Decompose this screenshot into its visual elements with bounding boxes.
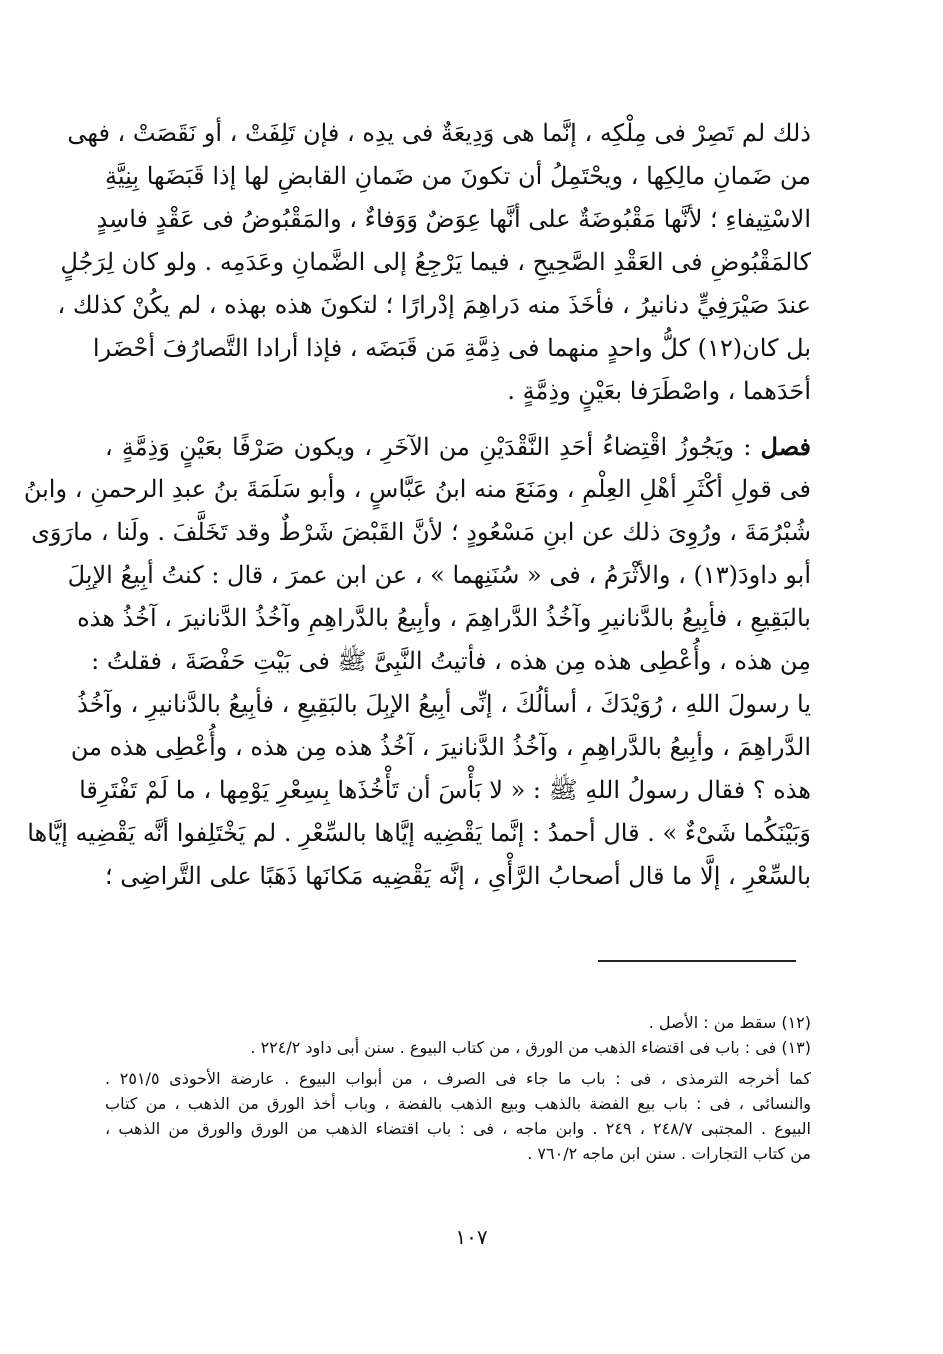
text-line: بل كان(١٢) كلُّ واحدٍ منهما فى ذِمَّةِ مَن قَبَضَه ، فإذا أرادا التَّصارُفَ أحْضَرا — [92, 334, 811, 362]
section-heading-word: فصل — [760, 432, 811, 461]
text-line: بالبَقِيعِ ، فأبِيعُ بالدَّنانيرِ وآخُذُ الدَّراهِمَ ، وأبِيعُ بالدَّراهِمِ وآخُذُ الدَّنانيرَ ، آخُذُ هذه — [77, 604, 811, 632]
text-line: شُبْرُمَةَ ، ورُوِىَ ذلك عن ابنِ مَسْعُودٍ ؛ لأنَّ القَبْضَ شَرْطٌ وقد تَخَلَّفَ . ولَنا ، مارَوَى — [31, 518, 811, 546]
footnote-13-continuation: البيوع . المجتبى ٢٤٨/٧ ، ٢٤٩ . وابن ماجه ، فى : باب اقتضاء الذهب من الورق والورق من الذهب ، — [105, 1119, 811, 1138]
section-first-line — [105, 425, 811, 468]
footnotes — [105, 1010, 811, 1166]
text-line: يا رسولَ اللهِ ، رُوَيْدَكَ ، أسألُكَ ، إنِّى أبِيعُ الإبِلَ بالبَقِيعِ ، فأبِيعُ بالدَّنانيرِ ، وآخُذُ — [77, 690, 811, 718]
text-line: من ضَمانِ مالِكِها ، ويحْتَمِلُ أن تكونَ من ضَمانِ القابضِ لها إذا قَبَضَها بِنِيَّةِ — [105, 162, 811, 190]
text-line: ذلك لم تَصِرْ فى مِلْكِه ، إنَّما هى وَدِيعَةٌ فى يدِه ، فإن تَلِفَتْ ، أو نَقَصَتْ ، فهى — [67, 119, 811, 147]
text-line: أبو داودَ(١٣) ، والأثْرَمُ ، فى « سُنَنِهما » ، عن ابن عمرَ ، قال : كنتُ أبِيعُ الإبِلَ — [67, 561, 811, 589]
footnote-13-continuation: والنسائى ، فى : باب بيع الفضة بالذهب وبيع الذهب بالفضة ، وباب أخذ الورق من الذهب ، من كتاب — [105, 1094, 811, 1113]
footnote-13: (١٣) فى : باب فى اقتضاء الذهب من الورق ، من كتاب البيوع . سنن أبى داود ٢٢٤/٢ . — [250, 1038, 811, 1057]
text-line: بالسِّعْرِ ، إلَّا ما قال أصحابُ الرَّأْىِ ، إنَّه يَقْضِيه مَكانَها ذَهَبًا على التَّراضِى ؛ — [105, 862, 811, 890]
text-line: كالمَقْبُوضِ فى العَقْدِ الصَّحِيحِ ، فيما يَرْجِعُ إلى الضَّمانِ وعَدَمِه . ولو كان لِرَجُلٍ — [60, 248, 811, 276]
text-line: أحَدَهما ، واصْطَرَفا بعَيْنٍ وذِمَّةٍ . — [507, 377, 811, 405]
page-number: ١٠٧ — [455, 1225, 488, 1249]
section-first-line-text: : ويَجُوزُ اقْتِضاءُ أحَدِ النَّقْدَيْنِ من الآخَرِ ، ويكون صَرْفًا بعَيْنٍ وَذِمَّةٍ ، — [105, 433, 761, 461]
paragraph-gap — [105, 413, 811, 425]
main-text — [23, 112, 811, 898]
footnote-13-continuation: كما أخرجه الترمذى ، فى : باب ما جاء فى الصرف ، من أبواب البيوع . عارضة الأحوذى ٢٥١/٥ . — [105, 1069, 812, 1088]
text-line: الاسْتِيفاءِ ؛ لأنَّها مَقْبُوضَةٌ على أنَّها عِوَضٌ وَوَفاءٌ ، والمَقْبُوضُ فى عَقْدٍ فاسِدٍ — [96, 205, 811, 233]
text-line: فى قولِ أكْثَرِ أهْلِ العِلْمِ ، ومَنَعَ منه ابنُ عَبَّاسٍ ، وأبو سَلَمَةَ بنُ عبدِ الرحمنِ ، وابنُ — [23, 475, 811, 503]
footnote-13-continuation: من كتاب التجارات . سنن ابن ماجه ٧٦٠/٢ . — [527, 1144, 811, 1163]
text-line: الدَّراهِمَ ، وأبِيعُ بالدَّراهِمِ ، وآخُذُ الدَّنانيرَ ، آخُذُ هذه مِن هذه ، وأُعْطِى هذه من — [70, 733, 811, 761]
text-line: مِن هذه ، وأُعْطِى هذه مِن هذه ، فأتيتُ النَّبِىَّ ﷺ فى بَيْتِ حَفْصَةَ ، فقلتُ : — [91, 647, 811, 675]
text-line: وَبَيْنَكُما شَىْءٌ » . قال أحمدُ : إنَّما يَقْضِيه إيَّاها بالسِّعْرِ . لم يَخْتَلِفوا أنَّه يَقْضِيه إيَّاها — [27, 819, 811, 847]
footnote-divider — [598, 960, 796, 962]
text-line: هذه ؟ فقال رسولُ اللهِ ﷺ : « لا بَأْسَ أن تَأْخُذَها بِسِعْرِ يَوْمِها ، ما لَمْ تَفْتَرِقا — [79, 776, 811, 804]
footnote-12: (١٢) سقط من : الأصل . — [648, 1013, 811, 1032]
text-line: عندَ صَيْرَفِيٍّ دنانيرُ ، فأخَذَ منه دَراهِمَ إدْرارًا ؛ لتكونَ هذه بهذه ، لم يكُنْ كذلك ، — [57, 291, 811, 319]
